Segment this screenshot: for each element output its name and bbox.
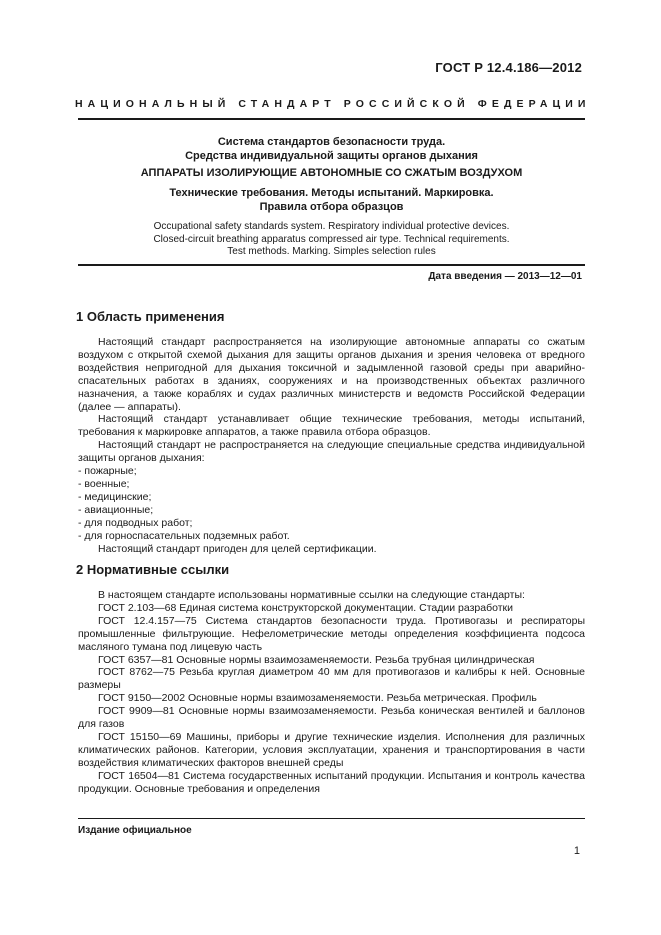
footer-divider xyxy=(78,818,585,819)
list-item: - авиационные; xyxy=(78,503,154,516)
main-title: АППАРАТЫ ИЗОЛИРУЮЩИЕ АВТОНОМНЫЕ СО СЖАТЫМ ВОЗДУХОМ xyxy=(140,167,523,179)
subtitle-line-1: Технические требования. Методы испытаний. Маркировка. xyxy=(169,187,494,199)
introduction-date: Дата введения — 2013—12—01 xyxy=(428,271,582,282)
paragraph xyxy=(78,336,585,413)
reference-item: ГОСТ 8762—75 Резьба круглая диаметром 40 мм для противогазов и калибры к ней. Основные размеры xyxy=(78,666,585,692)
page-number: 1 xyxy=(573,845,580,857)
list-item: - для подводных работ; xyxy=(78,516,193,529)
section-1-heading: 1 Область применения xyxy=(76,309,225,324)
english-title xyxy=(78,221,585,259)
list-item: - пожарные; xyxy=(78,465,137,478)
section-2-heading: 2 Нормативные ссылки xyxy=(76,562,230,577)
exclusion-list xyxy=(78,465,585,542)
paragraph: Настоящий стандарт пригоден для целей сертификации. xyxy=(98,542,377,555)
document-code: ГОСТ Р 12.4.186—2012 xyxy=(435,60,582,75)
reference-item: ГОСТ 16504—81 Система государственных испытаний продукции. Испытания и контроль качества продукции. Основные требования и определения xyxy=(78,769,585,795)
title-block xyxy=(78,135,585,163)
reference-item: ГОСТ 9909—81 Основные нормы взаимозаменяемости. Резьба коническая вентилей и баллонов для газов xyxy=(78,705,585,731)
title-line-2: Средства индивидуальной защиты органов дыхания xyxy=(185,150,478,162)
subtitle-line-2: Правила отбора образцов xyxy=(259,201,404,213)
edition-label: Издание официальное xyxy=(78,825,192,836)
paragraph: В настоящем стандарте использованы нормативные ссылки на следующие стандарты: xyxy=(98,589,525,601)
list-item: - военные; xyxy=(78,477,130,490)
reference-item: ГОСТ 6357—81 Основные нормы взаимозаменяемости. Резьба трубная цилиндрическая xyxy=(98,653,535,666)
reference-item: ГОСТ 12.4.157—75 Система стандартов безопасности труда. Противогазы и респираторы промышленные фильтрующие. Нефелометрические методы определения коэффициента подсоса масляного тумана под лицевую часть xyxy=(78,614,585,653)
paragraph-text: Настоящий стандарт распространяется на изолирующие автономные аппараты со сжатым воздухом с открытой схемой дыхания для защиты органов дыхания и зрения человека от вредного воздействия непригодной для дыхания токсичной и задымленной газовой среды при аварийно-спасательных работах в зданиях, сооружениях и на производственных объектах различного назначения, а также кораблях и судах различных министерств и ведомств Российской Федерации (далее — аппараты). xyxy=(78,336,585,413)
reference-item: ГОСТ 2.103—68 Единая система конструкторской документации. Стадии разработки xyxy=(98,601,513,614)
reference-item: ГОСТ 15150—69 Машины, приборы и другие технические изделия. Исполнения для различных климатических районов. Категории, условия эксплуатации, хранения и транспортирования в части воздействия климатических факторов внешней среды xyxy=(78,730,585,769)
paragraph: Настоящий стандарт не распространяется на следующие специальные средства индивидуальной защиты органов дыхания: xyxy=(78,439,585,465)
title-line-1: Система стандартов безопасности труда. xyxy=(217,136,446,148)
english-title-line-3: Test methods. Marking. Simples selection rules xyxy=(227,246,436,257)
title-divider xyxy=(78,264,585,266)
list-item: - медицинские; xyxy=(78,490,152,503)
section-2-body xyxy=(78,589,585,796)
english-title-line-1: Occupational safety standards system. Respiratory individual protective devices. xyxy=(153,221,510,232)
english-title-line-2: Closed-circuit breathing apparatus compressed air type. Technical requirements. xyxy=(153,233,510,245)
subtitle-block xyxy=(78,186,585,214)
national-standard-banner: НАЦИОНАЛЬНЫЙ СТАНДАРТ РОССИЙСКОЙ ФЕДЕРАЦИИ xyxy=(75,98,591,110)
top-divider xyxy=(78,118,585,120)
list-item: - для горноспасательных подземных работ. xyxy=(78,529,290,542)
reference-item: ГОСТ 9150—2002 Основные нормы взаимозаменяемости. Резьба метрическая. Профиль xyxy=(98,692,537,705)
paragraph: Настоящий стандарт устанавливает общие технические требования, методы испытаний, требования к маркировке аппаратов, а также правила отбора образцов. xyxy=(78,413,585,439)
section-1-body xyxy=(78,336,585,555)
